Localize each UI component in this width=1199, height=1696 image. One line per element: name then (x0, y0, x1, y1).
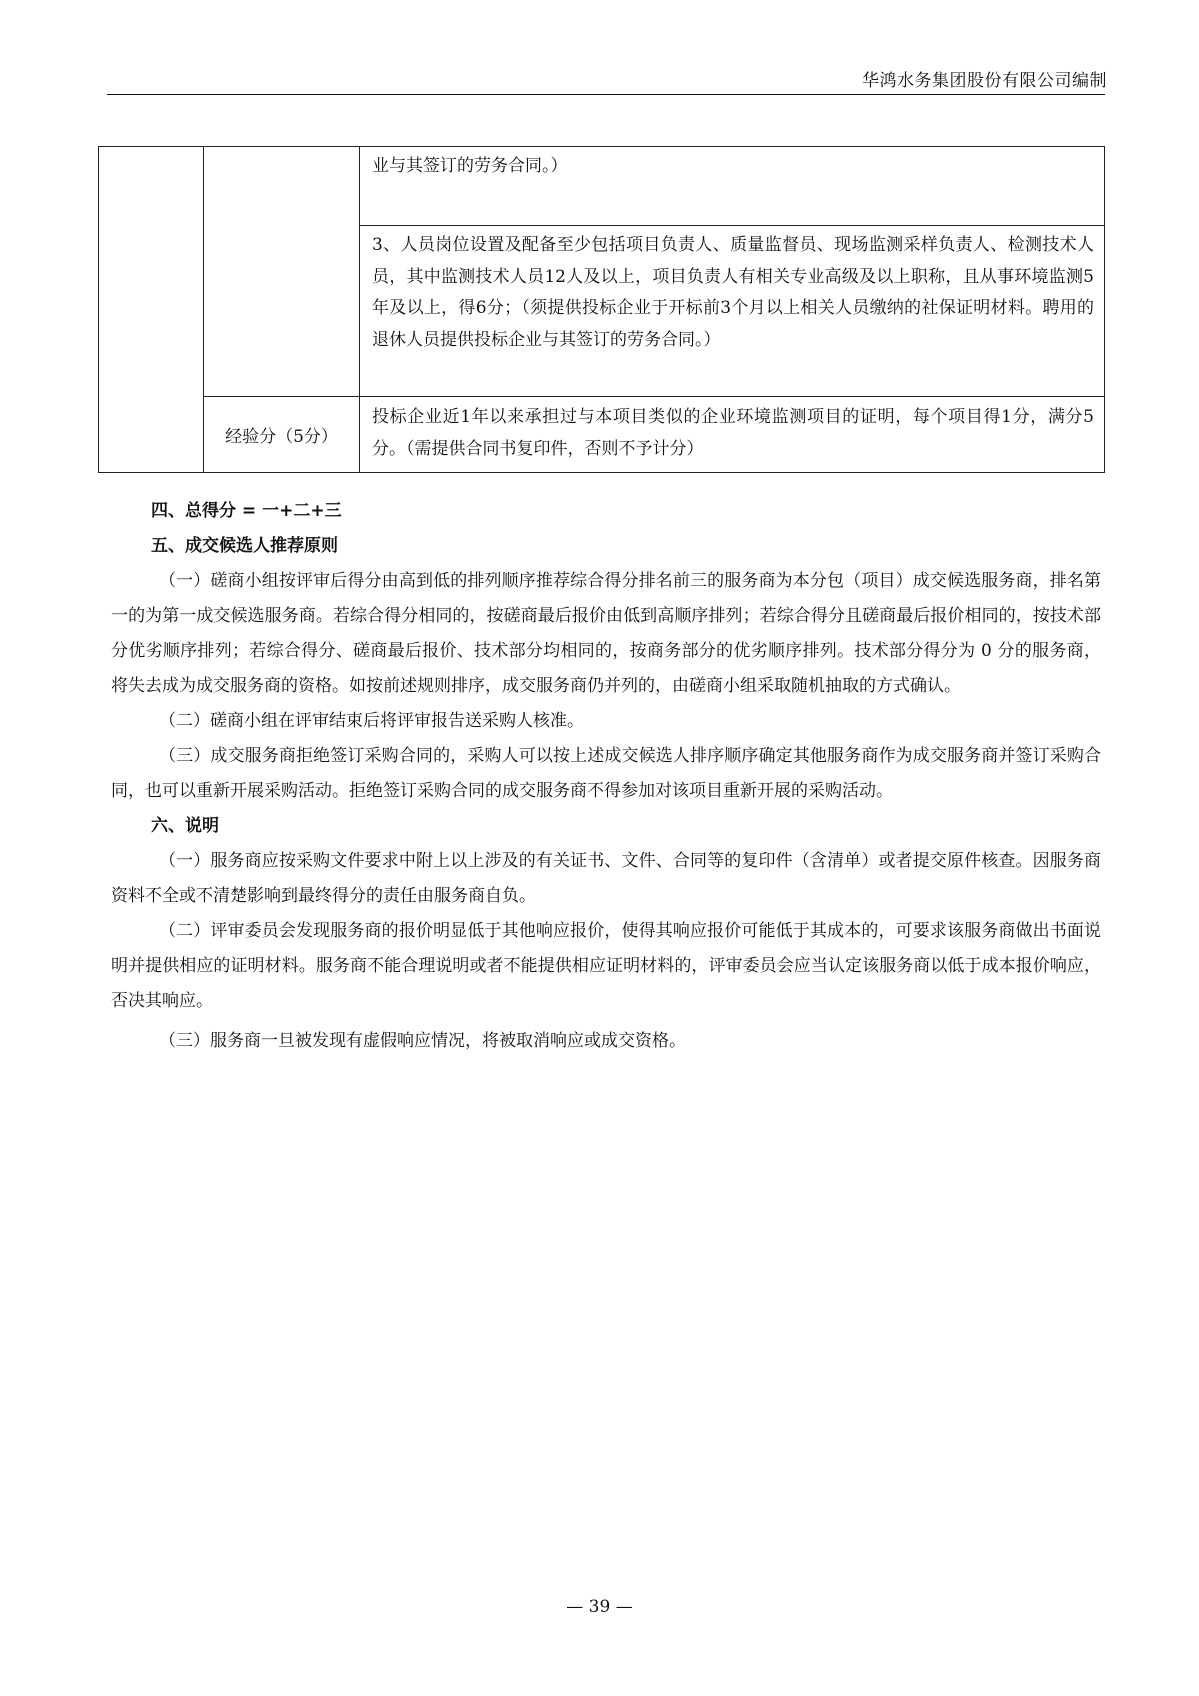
paragraph: （一）服务商应按采购文件要求中附上以上涉及的有关证书、文件、合同等的复印件（含清单）或者提交原件核查。因服务商资料不全或不清楚影响到最终得分的责任由服务商自负。 (111, 851, 1101, 906)
header-divider (107, 94, 1105, 95)
page-number: — 39 — (566, 1597, 633, 1617)
criteria-text: 业与其签订的劳务合同。） (372, 156, 568, 176)
criteria-cell (360, 397, 1105, 473)
paragraph: （三）服务商一旦被发现有虚假响应情况，将被取消响应或成交资格。 (159, 1031, 686, 1051)
table-row (99, 397, 1105, 473)
table-row (99, 147, 1105, 226)
paragraph: （二）评审委员会发现服务商的报价明显低于其他响应报价，使得其响应报价可能低于其成本的，可要求该服务商做出书面说明并提供相应的证明材料。服务商不能合理说明或者不能提供相应证明材料的，评审委员会应当认定该服务商以低于成本报价响应，否决其响应。 (111, 921, 1101, 1011)
section-heading-principles: 五、成交候选人推荐原则 (151, 536, 338, 556)
category-cell (99, 147, 204, 473)
document-body (111, 494, 1101, 1059)
criteria-text: 投标企业近1年以来承担过与本项目类似的企业环境监测项目的证明，每个项目得1分，满分5分。（需提供合同书复印件，否则不予计分） (372, 407, 1094, 459)
scoring-table (98, 146, 1105, 473)
section-heading-total: 四、总得分 = 一+二+三 (151, 501, 342, 521)
experience-score-label: 经验分（5分） (204, 397, 360, 473)
paragraph: （一）磋商小组按评审后得分由高到低的排列顺序推荐综合得分排名前三的服务商为本分包（项目）成交候选服务商，排名第一的为第一成交候选服务商。若综合得分相同的，按磋商最后报价由低到高顺序排列；若综合得分且磋商最后报价相同的，按技术部分优劣顺序排列；若综合得分、磋商最后报价、技术部分均相同的，按商务部分的优劣顺序排列。技术部分得分为 0 分的服务商，将失去成为成交服务商的资格。如按前述规则排序，成交服务商仍并列的，由磋商小组采取随机抽取的方式确认。 (111, 571, 1101, 696)
section-heading-notes: 六、说明 (151, 816, 219, 836)
subcategory-cell (204, 147, 360, 397)
criteria-text: 3、人员岗位设置及配备至少包括项目负责人、质量监督员、现场监测采样负责人、检测技术人员，其中监测技术人员12人及以上，项目负责人有相关专业高级及以上职称，且从事环境监测5年及以上，得6分；（须提供投标企业于开标前3个月以上相关人员缴纳的社保证明材料。聘用的退休人员提供投标企业与其签订的劳务合同。） (372, 235, 1094, 350)
paragraph: （三）成交服务商拒绝签订采购合同的，采购人可以按上述成交候选人排序顺序确定其他服务商作为成交服务商并签订采购合同，也可以重新开展采购活动。拒绝签订采购合同的成交服务商不得参加对该项目重新开展的采购活动。 (111, 746, 1101, 801)
document-header-org: 华鸿水务集团股份有限公司编制 (862, 71, 1107, 91)
criteria-cell (360, 226, 1105, 397)
paragraph: （二）磋商小组在评审结束后将评审报告送采购人核准。 (159, 711, 584, 731)
criteria-cell (360, 147, 1105, 226)
